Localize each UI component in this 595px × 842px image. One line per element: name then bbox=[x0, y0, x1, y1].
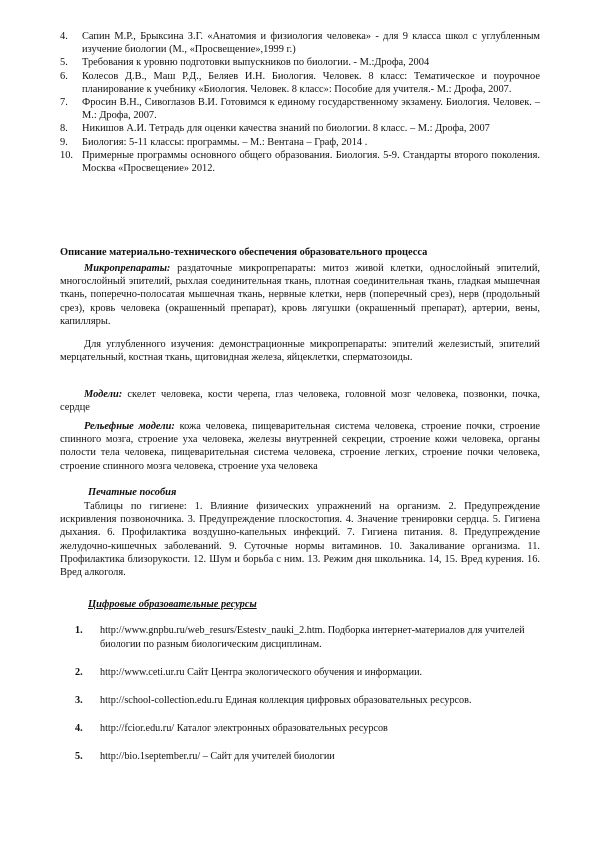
resource-description: Подборка интернет-материалов для учителей биологии по разным биологическим дисциплинам. bbox=[100, 625, 525, 650]
reference-text: Биология: 5-11 классы: программы. – М.: Вентана – Граф, 2014 . bbox=[82, 136, 368, 148]
relief-paragraph bbox=[60, 420, 540, 473]
reference-item bbox=[60, 96, 540, 122]
resource-number: 5. bbox=[75, 751, 83, 762]
reference-item bbox=[60, 149, 540, 175]
reference-number: 7. bbox=[60, 97, 68, 109]
reference-text: Требования к уровню подготовки выпускников по биологии. - М.:Дрофа, 2004 bbox=[82, 57, 430, 69]
reference-item bbox=[60, 30, 540, 56]
reference-item bbox=[60, 70, 540, 96]
resource-item bbox=[70, 624, 540, 652]
reference-text: Примерные программы основного общего образования. Биология. 5-9. Стандарты второго поколения. Москва «Просвещение» 2012. bbox=[82, 149, 540, 175]
reference-text: Никишов А.И. Тетрадь для оценки качества знаний по биологии. 8 класс. – М.: Дрофа, 2007 bbox=[82, 123, 490, 135]
reference-number: 8. bbox=[60, 123, 68, 135]
resource-number: 3. bbox=[75, 695, 83, 706]
resource-link[interactable]: http://www.ceti.ur.ru bbox=[100, 667, 185, 678]
reference-text: Фросин В.Н., Сивоглазов В.И. Готовимся к единому государственному экзамену. Биология. Человек. – М.: Дрофа, 2007. bbox=[82, 97, 540, 122]
resource-link[interactable]: http://www.gnpbu.ru/web_resurs/Estestv_nauki_2.htm. bbox=[100, 625, 326, 636]
reference-text: Сапин М.Р., Брыксина З.Г. «Анатомия и физиология человека» - для 9 класса школ с углубленным изучение биологии (М., «Просвещение»,1999 г.) bbox=[82, 31, 540, 56]
resource-number: 2. bbox=[75, 667, 83, 678]
relief-label: Рельефные модели: bbox=[84, 421, 175, 432]
micro-text: раздаточные микропрепараты: митоз живой клетки, однослойный эпителий, многослойный эпителий, рыхлая соединительная ткань, плотная соединительная ткань, гладкая мышечная ткань, поперечно-полосатая мышечная ткань, нервные клетки, нерв (поперечный срез), нерв (продольный срез), кровь человека (окрашенный препарат), кровь лягушки (окрашенный препарат), артерии, вены, капилляры. bbox=[60, 263, 540, 327]
digital-resources-list bbox=[70, 624, 540, 778]
resource-link[interactable]: http://bio.1september.ru/ bbox=[100, 751, 201, 762]
reference-item bbox=[60, 136, 540, 149]
demo-paragraph: Для углубленного изучения: демонстрационные микропрепараты: эпителий железистый, эпителий мерцательный, костная ткань, щитовидная железа, яйцеклетки, сперматозоиды. bbox=[60, 339, 540, 364]
resource-description: Сайт Центра экологического обучения и информации. bbox=[184, 667, 423, 678]
micro-paragraph bbox=[60, 262, 540, 328]
resource-description: – Сайт для учителей биологии bbox=[200, 751, 335, 762]
models-text: скелет человека, кости черепа, глаз человека, головной мозг человека, позвонки, почка, сердце bbox=[60, 389, 540, 414]
print-paragraph: Таблицы по гигиене: 1. Влияние физических упражнений на организм. 2. Предупреждение искривления позвоночника. 3. Предупреждение плоскостопия. 4. Значение тренировки сердца. 5. Гигиена дыхания. 6. Профилактика воздушно-капельных инфекций. 7. Гигиена питания. 8. Предупреждение желудочно-кишечных заболеваний. 9. Суточные нормы витаминов. 10. Закаливание организма. 11. Профилактика близорукости. 12. Шум и борьба с ним. 13. Режим дня школьника. 14, 15. Вред курения. 16. Вред алкоголя. bbox=[60, 501, 540, 579]
resource-description: Каталог электронных образовательных ресурсов bbox=[174, 723, 388, 734]
resource-number: 1. bbox=[75, 625, 83, 636]
reference-number: 10. bbox=[60, 149, 73, 161]
models-paragraph bbox=[60, 388, 540, 414]
resource-item bbox=[70, 666, 540, 680]
reference-number: 6. bbox=[60, 70, 68, 82]
resource-number: 4. bbox=[75, 723, 83, 734]
models-label: Модели: bbox=[84, 389, 123, 400]
reference-number: 9. bbox=[60, 136, 68, 148]
resource-link[interactable]: http://school-collection.edu.ru bbox=[100, 695, 223, 706]
digital-resources-title: Цифровые образовательные ресурсы bbox=[88, 599, 257, 610]
reference-number: 4. bbox=[60, 31, 68, 42]
reference-item bbox=[60, 56, 540, 69]
reference-item bbox=[60, 122, 540, 135]
resource-item bbox=[70, 694, 540, 708]
reference-list bbox=[60, 30, 540, 175]
resource-item bbox=[70, 722, 540, 736]
relief-text: кожа человека, пищеварительная система человека, строение почки, строение спинного мозга, строение уха человека, железы внутренней секреции, строение кожи человека, органы полости тела человека, пищеварительная система человека, строение легких, строение почки человека, строение спинного мозга человека, строение уха человека bbox=[60, 421, 540, 472]
print-label bbox=[88, 486, 540, 499]
resource-description: Единая коллекция цифровых образовательных ресурсов. bbox=[222, 695, 472, 706]
reference-text: Колесов Д.В., Маш Р.Д., Беляев И.Н. Биология. Человек. 8 класс: Тематическое и поурочное планирование к учебнику «Биология. Человек. 8 класс»: Пособие для учителя.- М.: Дрофа, 2007. bbox=[82, 70, 540, 95]
reference-number: 5. bbox=[60, 57, 68, 69]
resource-item bbox=[70, 750, 540, 764]
print-label-text: Печатные пособия bbox=[88, 487, 177, 498]
materials-heading: Описание материально-технического обеспечения образовательного процесса bbox=[60, 247, 428, 258]
micro-label: Микропрепараты: bbox=[84, 263, 171, 274]
resource-link[interactable]: http://fcior.edu.ru/ bbox=[100, 723, 175, 734]
